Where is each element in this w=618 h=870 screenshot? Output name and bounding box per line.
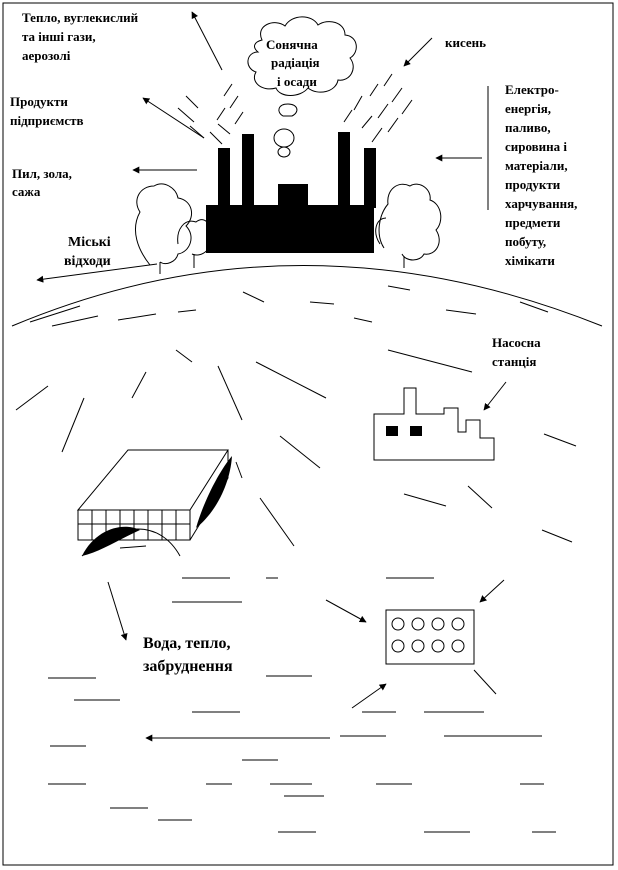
inputs-label: Електро- енергія, паливо, сировина і матеріали, продукти харчування, предмети побуту, хімікати <box>505 82 578 268</box>
city-waste-label: Міські відходи <box>64 235 111 269</box>
arrow-from-treatment-1 <box>352 684 386 708</box>
oxygen-label: кисень <box>445 35 487 50</box>
dust-label: Пил, зола, сажа <box>12 166 72 199</box>
products-label: Продукти підприємств <box>10 94 84 128</box>
pump-station-icon <box>374 388 494 460</box>
treatment-facility-icon <box>386 610 474 664</box>
pump-station-label: Насосна станція <box>492 335 541 369</box>
factory-silhouette <box>206 132 376 253</box>
ground-horizon <box>12 266 602 327</box>
arrow-to-treatment-2 <box>480 580 504 602</box>
trees-left <box>135 184 210 274</box>
heat-gases-label: Тепло, вуглекислий та інші гази, аерозолі <box>22 10 139 63</box>
arrow-heat-gases <box>192 12 222 70</box>
bridge-structure-icon <box>78 450 232 556</box>
water-heat-pollution-label: Вода, тепло, забруднення <box>143 635 233 675</box>
arrow-from-treatment-2 <box>474 670 496 694</box>
arrow-products <box>143 98 204 138</box>
solar-radiation-label: Сонячна радіація і осади <box>266 37 320 89</box>
trees-right <box>376 184 441 268</box>
arrow-pump-station <box>484 382 506 410</box>
arrow-water <box>108 582 126 640</box>
arrow-oxygen <box>404 38 432 66</box>
arrow-to-treatment-1 <box>326 600 366 622</box>
